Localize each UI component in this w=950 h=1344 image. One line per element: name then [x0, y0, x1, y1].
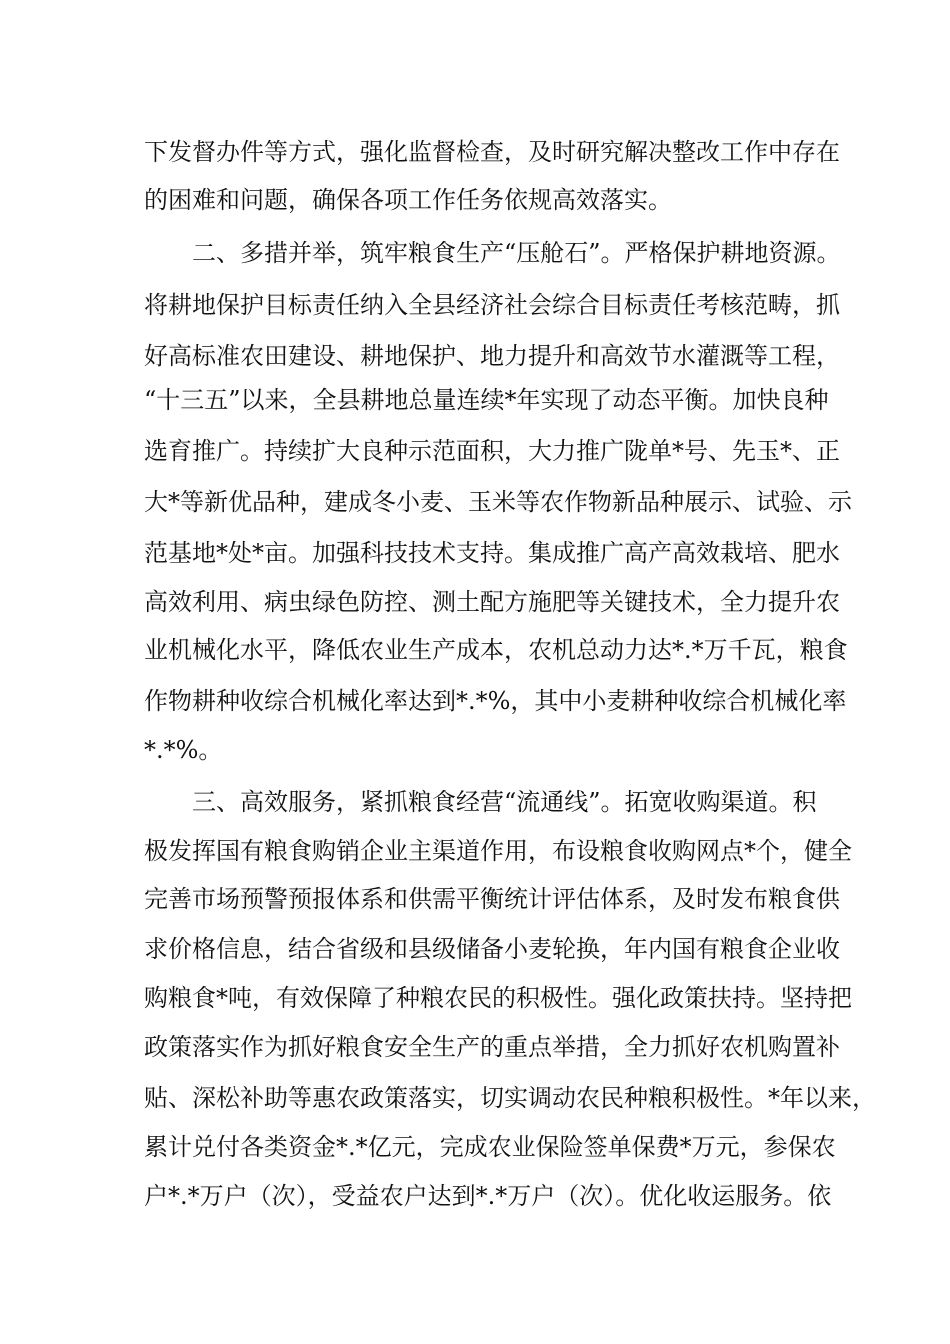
text-line: 户*.*万户（次），受益农户达到*.*万户（次）。优化收运服务。依: [144, 1182, 832, 1210]
text-line: 政策落实作为抓好粮食安全生产的重点举措，全力抓好农机购置补: [144, 1033, 840, 1061]
paragraph-heading-line: 二、多措并举，筑牢粮食生产“压舱石”。严格保护耕地资源。: [192, 239, 841, 267]
text-line: 完善市场预警预报体系和供需平衡统计评估体系，及时发布粮食供: [144, 885, 840, 913]
text-line: 好高标准农田建设、耕地保护、地力提升和高效节水灌溉等工程，: [144, 342, 840, 370]
text-line: 求价格信息，结合省级和县级储备小麦轮换，年内国有粮食企业收: [144, 935, 840, 963]
text-line: 范基地*处*亩。加强科技技术支持。集成推广高产高效栽培、肥水: [144, 539, 840, 567]
paragraph-heading-line: 三、高效服务，紧抓粮食经营“流通线”。拓宽收购渠道。积: [192, 788, 817, 816]
text-line: *.*%。: [144, 736, 223, 764]
text-line: 将耕地保护目标责任纳入全县经济社会综合目标责任考核范畴，抓: [144, 291, 840, 319]
text-line: 贴、深松补助等惠农政策落实，切实调动农民种粮积极性。*年以来，: [144, 1084, 876, 1112]
text-line: 高效利用、病虫绿色防控、测土配方施肥等关键技术，全力提升农: [144, 588, 840, 616]
text-line: 购粮食*吨，有效保障了种粮农民的积极性。强化政策扶持。坚持把: [144, 984, 852, 1012]
text-line: 业机械化水平，降低农业生产成本，农机总动力达*.*万千瓦，粮食: [144, 636, 848, 664]
text-line: “十三五”以来，全县耕地总量连续*年实现了动态平衡。加快良种: [144, 386, 829, 414]
text-line: 下发督办件等方式，强化监督检查，及时研究解决整改工作中存在: [144, 138, 840, 166]
text-line: 极发挥国有粮食购销企业主渠道作用，布设粮食收购网点*个，健全: [144, 837, 852, 865]
text-line: 大*等新优品种，建成冬小麦、玉米等农作物新品种展示、试验、示: [144, 488, 852, 516]
text-line: 作物耕种收综合机械化率达到*.*%，其中小麦耕种收综合机械化率: [144, 687, 847, 715]
text-line: 选育推广。持续扩大良种示范面积，大力推广陇单*号、先玉*、正: [144, 437, 840, 465]
text-line: 的困难和问题，确保各项工作任务依规高效落实。: [144, 186, 672, 214]
text-line: 累计兑付各类资金*.*亿元，完成农业保险签单保费*万元，参保农: [144, 1133, 836, 1161]
